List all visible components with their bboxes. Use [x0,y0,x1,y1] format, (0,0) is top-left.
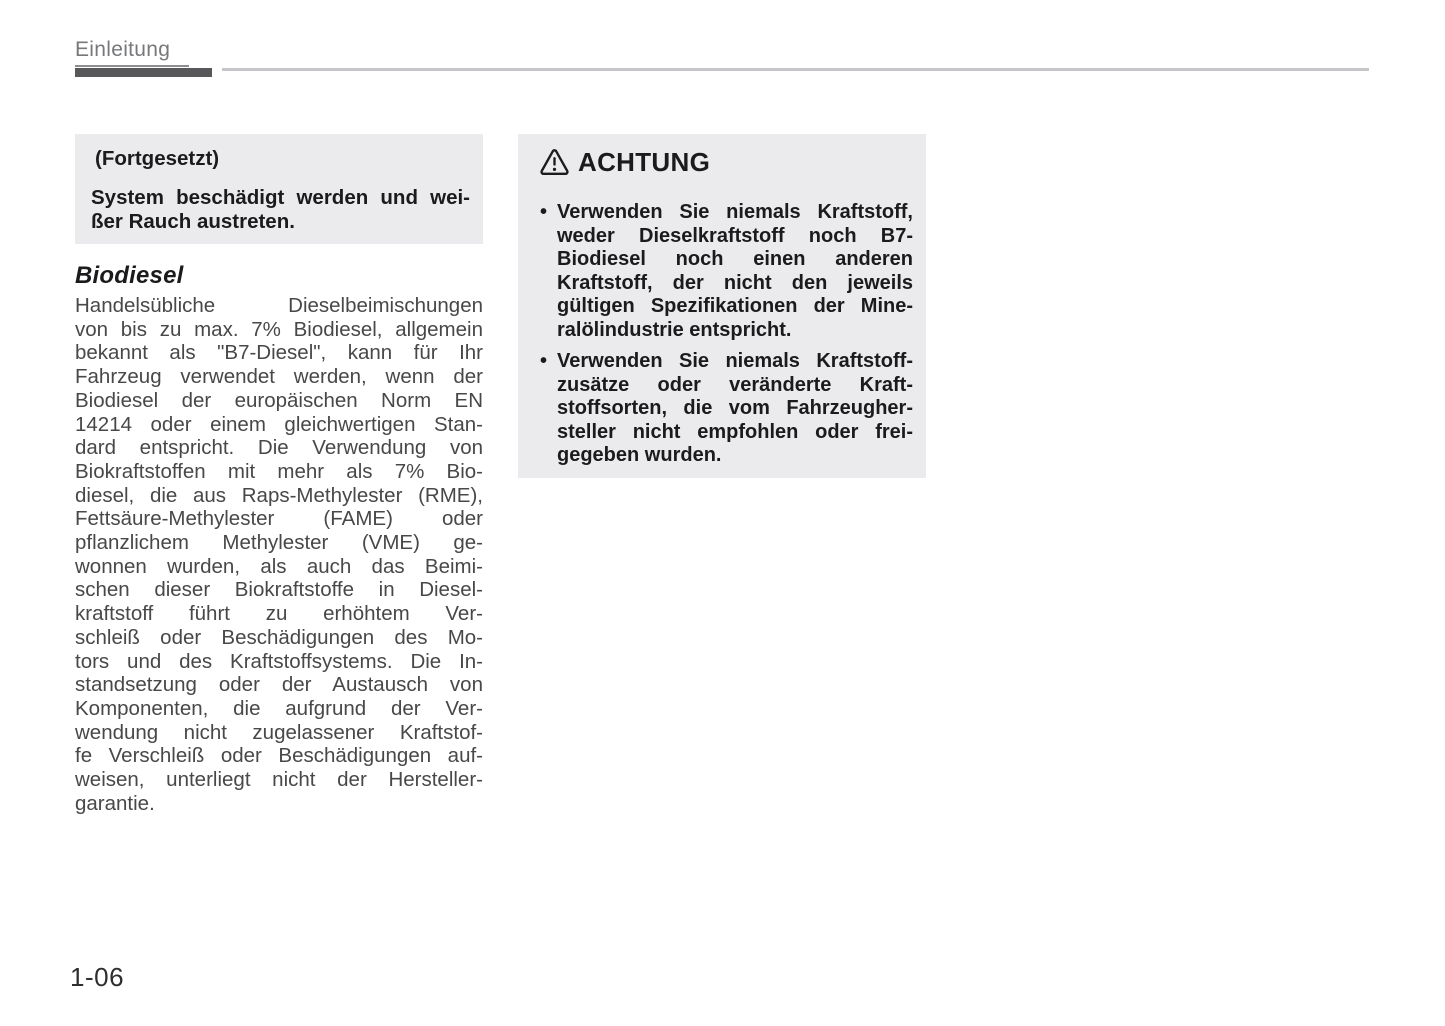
page-number: 1-06 [70,962,125,992]
caution-box [518,134,926,478]
text-line: 14214 oder einem gleichwertigen Stan- [75,412,483,436]
header-accent-bar [75,68,212,77]
chapter-title: Einleitung [75,38,189,67]
text-line: dard entspricht. Die Verwendung von [75,436,483,460]
page-header [75,38,212,77]
text-line: Biokraftstoffen mit mehr als 7% Bio- [75,459,483,483]
text-line: wonnen wurden, als auch das Beimi- [75,554,483,578]
caution-bullet-item [540,350,913,468]
text-line: System beschädigt werden und wei- [91,186,470,209]
text-line: Verwenden Sie niemals Kraftstoff, [557,201,913,223]
text-line: ßer Rauch austreten. [91,209,295,233]
text-line: Verwenden Sie niemals Kraftstoff- [557,350,913,372]
caution-title: ACHTUNG [578,147,711,177]
text-line: tors und des Kraftstoffsystems. Die In- [75,649,483,673]
text-line: gegeben wurden. [557,444,722,466]
text-line: stoffsorten, die vom Fahrzeugher- [557,397,913,419]
header-rule [222,68,1369,71]
continued-label: (Fortgesetzt) [95,147,220,170]
bullet-text [557,201,913,342]
text-line: gültigen Spezifikationen der Mine- [557,295,913,317]
text-line: steller nicht empfohlen oder frei- [557,420,913,443]
section-heading-biodiesel: Biodiesel [75,262,184,289]
caution-bullet-item [540,201,913,342]
text-line: kraftstoff führt zu erhöhtem Ver- [75,602,483,626]
text-line: Komponenten, die aufgrund der Ver- [75,696,483,720]
text-line: pflanzlichem Methylester (VME) ge- [75,531,483,555]
text-line: garantie. [75,791,155,815]
text-line: diesel, die aus Raps-Methylester (RME), [75,483,483,507]
text-line: schen dieser Biokraftstoffe in Diesel- [75,578,483,602]
bullet-dot-icon: • [540,201,548,223]
text-line: zusätze oder veränderte Kraft- [557,373,913,396]
warning-triangle-icon [540,149,569,176]
text-line: ralölindustrie entspricht. [557,318,792,341]
text-line: Handelsübliche Dieselbeimischungen [75,294,483,317]
text-line: Biodiesel der europäischen Norm EN [75,388,483,412]
text-line: fe Verschleiß oder Beschädigungen auf- [75,744,483,768]
text-line: weisen, unterliegt nicht der Hersteller- [75,768,483,792]
caution-title-row [540,147,913,178]
text-line: Kraftstoff, der nicht den jeweils [557,271,913,294]
text-line: Fahrzeug verwendet werden, wenn der [75,365,483,389]
text-line: bekannt als "B7-Diesel", kann für Ihr [75,341,483,365]
continued-text [91,186,470,233]
text-line: Biodiesel noch einen anderen [557,248,913,270]
continued-note-box [75,134,483,244]
text-line: schleiß oder Beschädigungen des Mo- [75,625,483,649]
text-line: Fettsäure-Methylester (FAME) oder [75,507,483,531]
caution-list [540,201,913,468]
text-line: von bis zu max. 7% Biodiesel, allgemein [75,317,483,341]
biodiesel-paragraph [75,294,483,815]
text-line: weder Dieselkraftstoff noch B7- [557,224,913,247]
text-line: standsetzung oder der Austausch von [75,673,483,697]
bullet-dot-icon: • [540,350,548,372]
text-line: wendung nicht zugelassener Kraftstof- [75,720,483,744]
bullet-text [557,350,913,468]
